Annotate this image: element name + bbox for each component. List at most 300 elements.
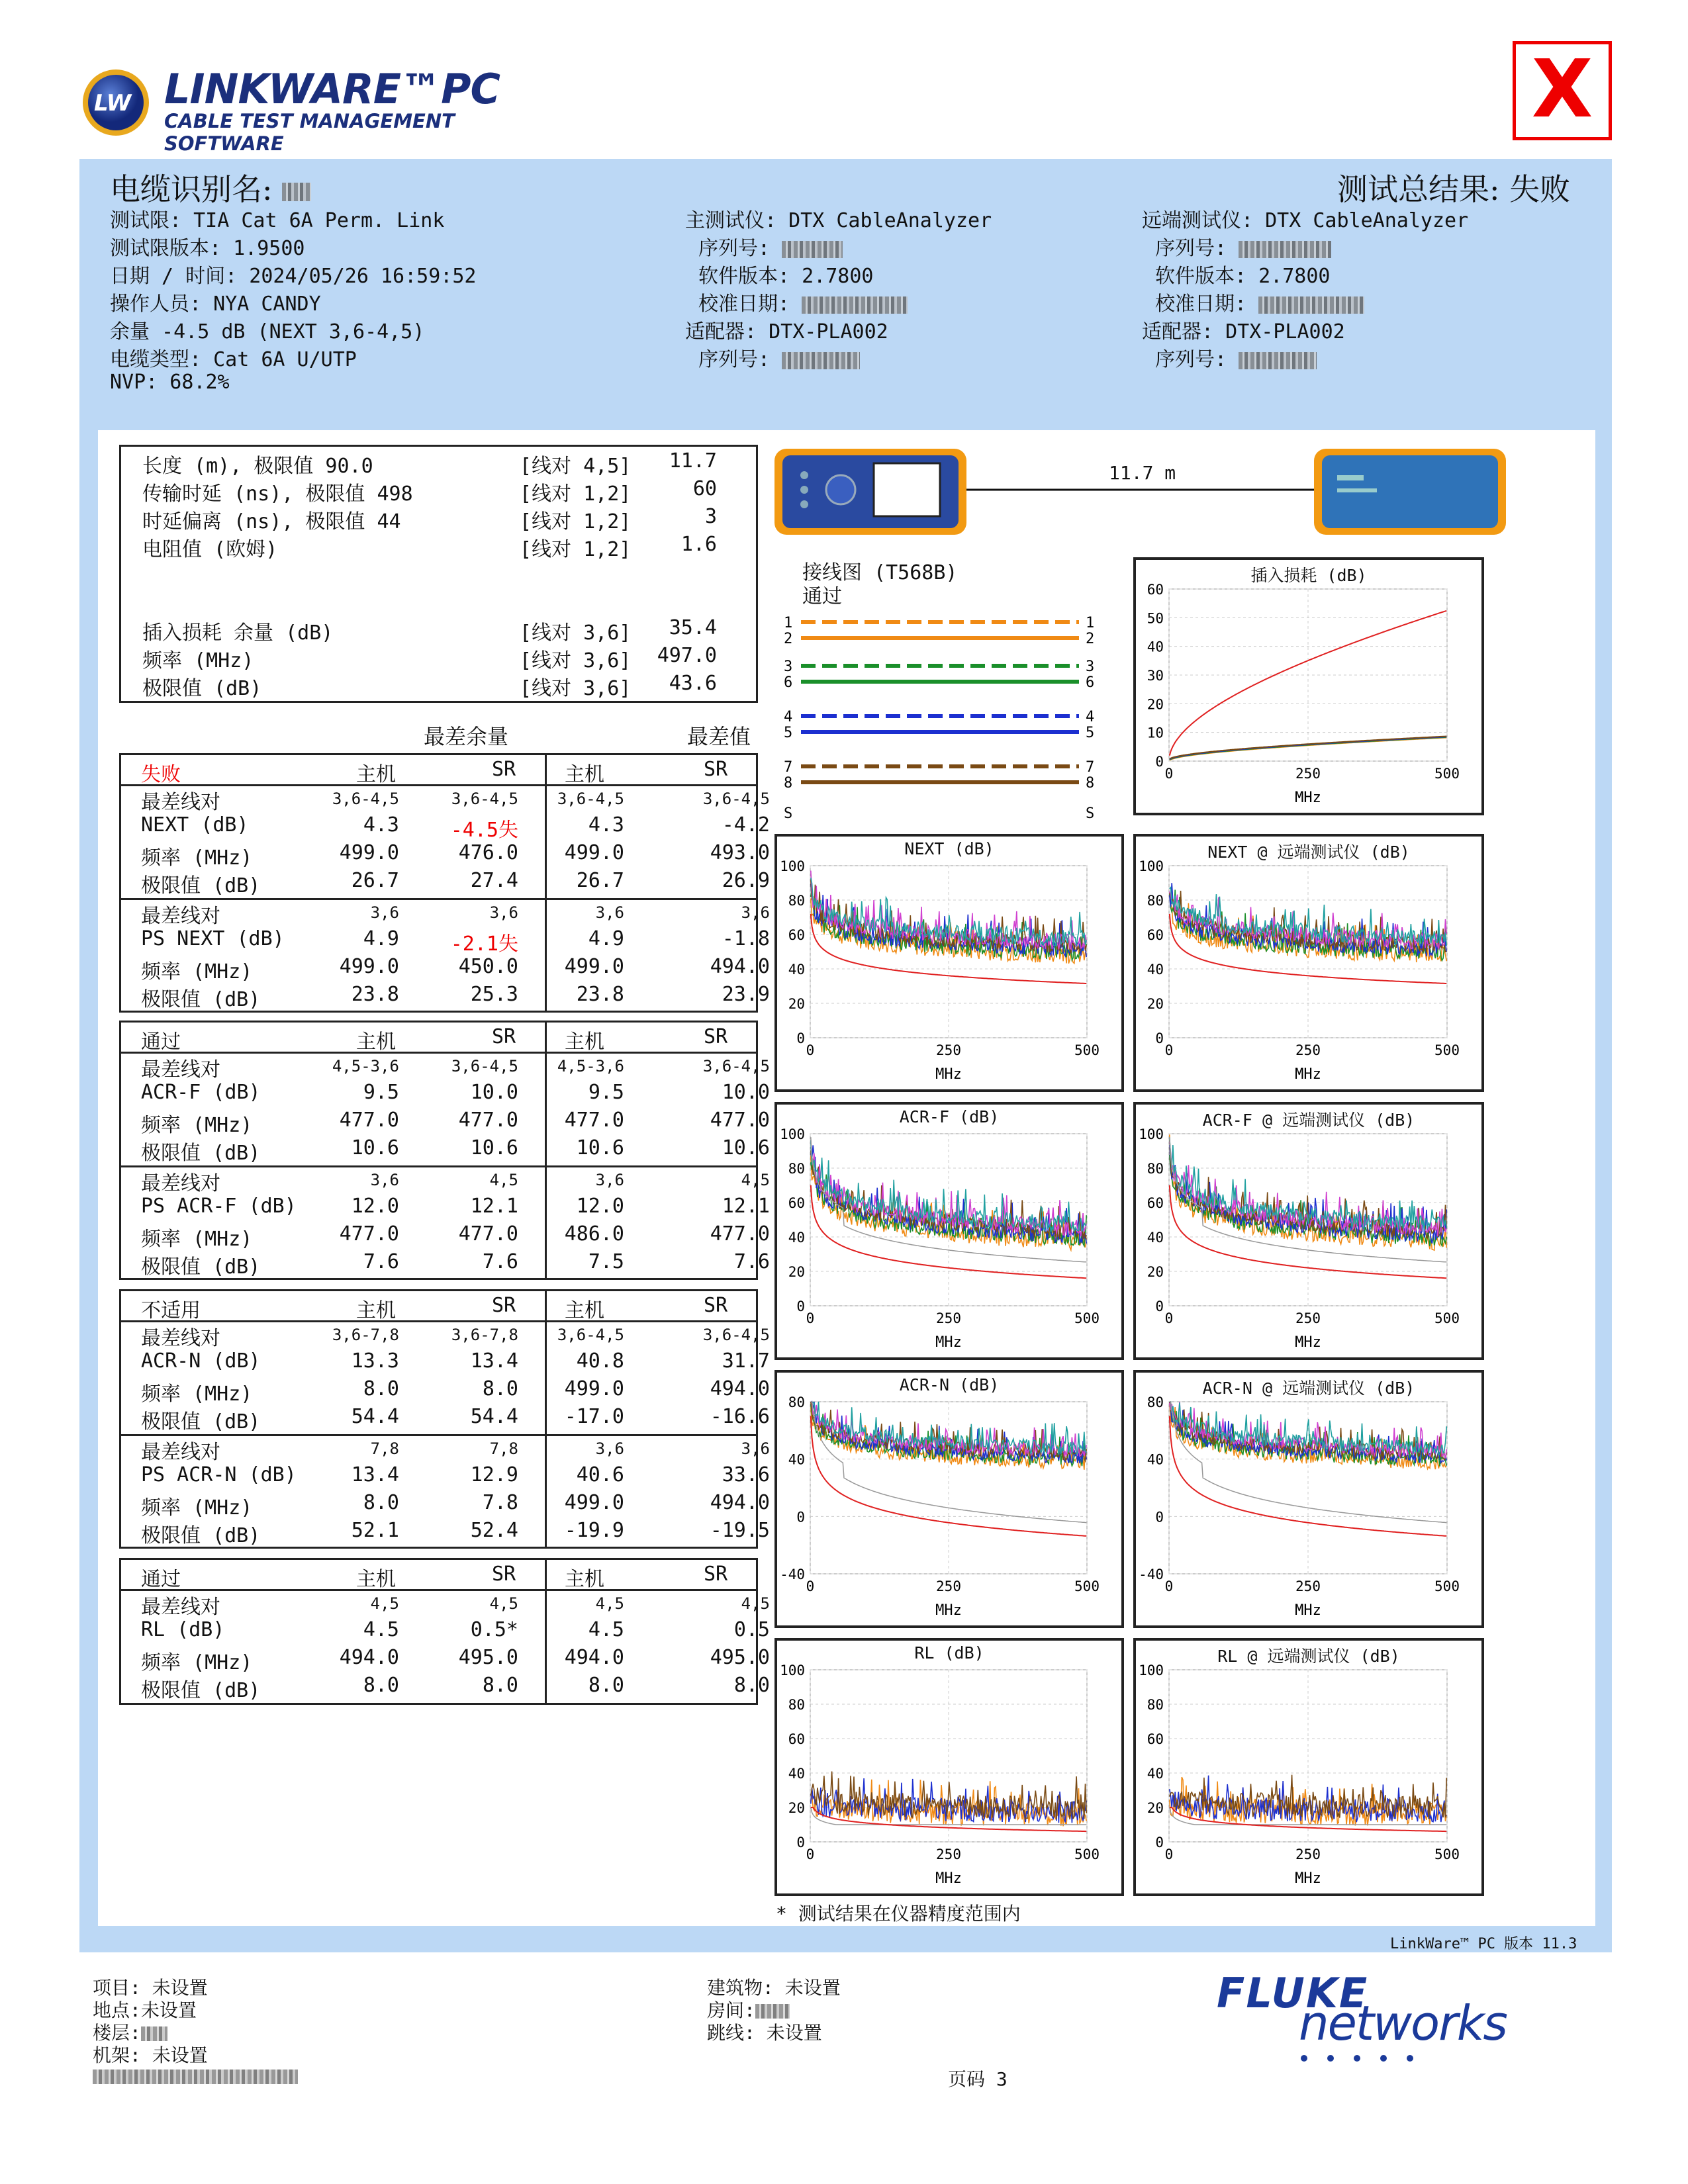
- y-tick-label: 60: [1147, 1195, 1164, 1211]
- chart-title: NEXT @ 远端测试仪 (dB): [1207, 842, 1410, 862]
- main-value: 499.0: [564, 841, 624, 864]
- row-label: 最差线对: [141, 1172, 220, 1195]
- main-value: 8.0: [363, 1377, 399, 1400]
- head-main: 主机: [565, 1030, 604, 1054]
- sr-value: 13.4: [470, 1349, 518, 1373]
- x-tick-label: 500: [1074, 1846, 1100, 1862]
- sr-value: 495.0: [458, 1646, 518, 1669]
- sr-value: 493.0: [710, 841, 770, 864]
- pin-label: 5: [1086, 725, 1095, 741]
- y-tick-label: 80: [1147, 1697, 1164, 1713]
- main-software: 软件版本: 2.7800: [698, 265, 874, 288]
- chart-plot: [1136, 1105, 1481, 1357]
- row-label: RL (dB): [141, 1618, 225, 1641]
- main-adapter: 适配器: DTX-PLA002: [685, 320, 888, 343]
- chart-title: RL @ 远端测试仪 (dB): [1217, 1647, 1400, 1666]
- x-tick-label: 0: [806, 1846, 815, 1862]
- y-tick-label: 40: [788, 1766, 805, 1782]
- sr-value: 4,5: [741, 1171, 770, 1189]
- summary-il-limit-pair: [线对 3,6]: [520, 677, 632, 700]
- y-tick-label: 20: [788, 1800, 805, 1816]
- row-label: 极限值 (dB): [141, 1524, 261, 1547]
- summary-delay-value: 60: [692, 477, 717, 500]
- y-tick-label: 40: [1147, 962, 1164, 978]
- sr-value: 4,5: [489, 1171, 518, 1189]
- x-axis-label: MHz: [1295, 1602, 1321, 1619]
- x-tick-label: 0: [806, 1310, 815, 1326]
- group-status: 不适用: [141, 1299, 201, 1322]
- shield-label: S: [784, 805, 793, 821]
- summary-resistance-pair: [线对 1,2]: [520, 538, 632, 561]
- chart-il: [1133, 557, 1484, 815]
- sr-value: 10.0: [470, 1081, 518, 1104]
- y-tick-label: -40: [780, 1567, 805, 1582]
- summary-skew-value: 3: [704, 505, 717, 528]
- y-tick-label: 40: [1147, 1451, 1164, 1468]
- main-value: 12.0: [576, 1195, 624, 1218]
- row-label: 极限值 (dB): [141, 988, 261, 1011]
- sr-value: 4,5: [741, 1594, 770, 1613]
- logo-subtitle: CABLE TEST MANAGEMENT SOFTWARE: [164, 110, 455, 155]
- y-tick-label: 20: [1147, 1800, 1164, 1816]
- sr-value: 477.0: [458, 1222, 518, 1246]
- row-label: 最差线对: [141, 1058, 220, 1081]
- x-tick-label: 500: [1434, 1578, 1460, 1594]
- head-main: 主机: [356, 1568, 396, 1591]
- sr-value: 12.1: [470, 1195, 518, 1218]
- summary-box: [119, 445, 758, 703]
- wiremap: [774, 556, 1105, 821]
- summary-skew-label: 时延偏离 (ns), 极限值 44: [142, 510, 401, 533]
- nvp: NVP: 68.2%: [110, 371, 230, 394]
- sr-value: 8.0: [482, 1674, 518, 1697]
- y-tick-label: 100: [1139, 1662, 1164, 1678]
- sr-value: 3,6-4,5: [451, 790, 518, 808]
- sr-value: 3,6: [489, 903, 518, 922]
- pin-label: 4: [1086, 709, 1095, 725]
- main-value: 477.0: [339, 1222, 399, 1246]
- x-tick-label: 250: [1295, 1310, 1321, 1326]
- main-value: 3,6-4,5: [557, 1326, 624, 1344]
- x-tick-label: 500: [1074, 1578, 1100, 1594]
- sr-value: 12.1: [722, 1195, 770, 1218]
- y-tick-label: 0: [796, 1298, 805, 1314]
- chart-plot: [1136, 560, 1481, 813]
- footer-location: 地点:未设置: [93, 1999, 197, 2021]
- footnote: * 测试结果在仪器精度范围内: [776, 1903, 1021, 1925]
- x-axis-label: MHz: [1295, 1066, 1321, 1083]
- main-value: -17.0: [564, 1405, 624, 1428]
- margin: 余量 -4.5 dB (NEXT 3,6-4,5): [110, 320, 425, 343]
- chart-plot: [777, 1641, 1121, 1893]
- x-tick-label: 250: [936, 1042, 961, 1058]
- wiremap-title: 接线图 (T568B): [802, 561, 958, 584]
- pin-label: 8: [1086, 775, 1095, 792]
- group-status: 通过: [141, 1568, 181, 1591]
- pin-label: 3: [1086, 659, 1095, 675]
- sr-value: 494.0: [710, 1491, 770, 1514]
- summary-il-label: 插入损耗 余量 (dB): [142, 621, 334, 645]
- chart-title: NEXT (dB): [904, 839, 994, 858]
- sr-value: -19.5: [710, 1519, 770, 1542]
- chart-acrn: [774, 1370, 1124, 1628]
- main-value: 3,6-7,8: [332, 1326, 399, 1344]
- summary-resistance-label: 电阻值 (欧姆): [142, 538, 278, 561]
- pin-label: 2: [784, 631, 793, 647]
- chart-title: RL (dB): [914, 1643, 984, 1662]
- x-tick-label: 0: [806, 1042, 815, 1058]
- remote-serial: 序列号:: [1155, 232, 1331, 261]
- sr-value: -4.5失: [450, 819, 518, 842]
- y-tick-label: 80: [1147, 893, 1164, 909]
- main-value: 3,6-4,5: [557, 790, 624, 808]
- logo-badge-text: LW: [94, 90, 132, 116]
- chart-acrf_r: [1133, 1102, 1484, 1360]
- x-tick-label: 500: [1074, 1042, 1100, 1058]
- head-sr: SR: [704, 1563, 728, 1586]
- result-group: [119, 1558, 770, 1705]
- row-label: 最差线对: [141, 1441, 220, 1464]
- result-group: [119, 1289, 770, 1549]
- sr-value: 4,5: [489, 1594, 518, 1613]
- sr-value: 54.4: [470, 1405, 518, 1428]
- y-tick-label: 40: [788, 1451, 805, 1468]
- chart-next: [774, 834, 1124, 1092]
- row-label: ACR-N (dB): [141, 1349, 261, 1373]
- sr-value: 494.0: [710, 1377, 770, 1400]
- main-value: 10.6: [576, 1136, 624, 1160]
- sr-value: 494.0: [710, 955, 770, 978]
- x-tick-label: 500: [1434, 766, 1460, 782]
- main-cal-date: 校准日期:: [698, 287, 908, 316]
- sr-value: 8.0: [733, 1674, 770, 1697]
- summary-il-freq-pair: [线对 3,6]: [520, 649, 632, 672]
- pin-label: 7: [784, 759, 793, 776]
- main-value: 494.0: [339, 1646, 399, 1669]
- y-tick-label: 60: [1147, 582, 1164, 598]
- result-group: [119, 753, 770, 1013]
- sr-value: 3,6-4,5: [451, 1057, 518, 1075]
- main-value: 13.3: [351, 1349, 399, 1373]
- sr-value: 27.4: [470, 869, 518, 892]
- main-value: 4.9: [588, 927, 624, 950]
- x-axis-label: MHz: [935, 1066, 962, 1083]
- main-serial: 序列号:: [698, 232, 843, 261]
- sr-value: 3,6-4,5: [702, 1326, 770, 1344]
- x-tick-label: 0: [806, 1578, 815, 1594]
- y-tick-label: 80: [788, 1697, 805, 1713]
- sr-value: 7.6: [733, 1250, 770, 1273]
- sr-value: 12.9: [470, 1463, 518, 1486]
- sr-value: 495.0: [710, 1646, 770, 1669]
- main-value: 54.4: [351, 1405, 399, 1428]
- y-tick-label: 80: [1147, 1394, 1164, 1410]
- main-unit: 主测试仪: DTX CableAnalyzer: [685, 209, 992, 232]
- head-sr: SR: [704, 1025, 728, 1048]
- x-tick-label: 250: [936, 1846, 961, 1862]
- y-tick-label: 80: [1147, 1161, 1164, 1177]
- main-value: 4,5-3,6: [332, 1057, 399, 1075]
- y-tick-label: 60: [1147, 927, 1164, 943]
- summary-il-pair: [线对 3,6]: [520, 621, 632, 645]
- remote-adapter: 适配器: DTX-PLA002: [1142, 320, 1345, 343]
- sr-value: 3,6: [741, 903, 770, 922]
- worst-margin-heading: 最差余量: [424, 724, 509, 749]
- link-length-label: 11.7 m: [1109, 462, 1176, 484]
- limit-version: 测试限版本: 1.9500: [110, 237, 305, 260]
- y-tick-label: 40: [788, 1230, 805, 1246]
- shield-label: S: [1086, 805, 1095, 821]
- chart-rl: [774, 1638, 1124, 1896]
- linkware-logo: [79, 65, 556, 155]
- fluke-logo-text: FLUKE: [1217, 1969, 1369, 2017]
- networks-logo-dots: [1297, 2052, 1430, 2065]
- main-value: 477.0: [339, 1109, 399, 1132]
- sr-value: 477.0: [710, 1109, 770, 1132]
- main-value: 477.0: [564, 1109, 624, 1132]
- x-tick-label: 0: [1164, 1578, 1174, 1594]
- y-tick-label: 50: [1147, 610, 1164, 627]
- y-tick-label: 0: [796, 1030, 805, 1046]
- sr-value: 0.5: [733, 1618, 770, 1641]
- x-tick-label: 500: [1074, 1310, 1100, 1326]
- y-tick-label: 10: [1147, 725, 1164, 741]
- y-tick-label: -40: [1139, 1567, 1164, 1582]
- row-label: PS NEXT (dB): [141, 927, 285, 950]
- pin-label: 8: [784, 775, 793, 792]
- row-label: 频率 (MHz): [141, 1651, 253, 1674]
- y-tick-label: 0: [1155, 754, 1164, 770]
- main-value: 4.5: [363, 1618, 399, 1641]
- chart-title: ACR-F @ 远端测试仪 (dB): [1202, 1111, 1415, 1130]
- sr-value: -4.2: [722, 813, 770, 837]
- row-label: 最差线对: [141, 1596, 220, 1619]
- y-tick-label: 0: [796, 1509, 805, 1525]
- y-tick-label: 20: [788, 1264, 805, 1280]
- wiremap-result: 通过: [802, 585, 842, 608]
- main-value: 40.6: [576, 1463, 624, 1486]
- x-tick-label: 250: [936, 1310, 961, 1326]
- cable-id-redacted: [282, 183, 311, 201]
- overall-fail-mark: X: [1513, 41, 1612, 140]
- chart-title: ACR-N @ 远端测试仪 (dB): [1202, 1379, 1415, 1398]
- head-main: 主机: [356, 1030, 396, 1054]
- logo-title: LINKWARE™PC: [164, 65, 500, 113]
- test-info: [79, 159, 1612, 424]
- row-label: NEXT (dB): [141, 813, 249, 837]
- head-sr: SR: [492, 1563, 516, 1586]
- sr-value: 10.6: [470, 1136, 518, 1160]
- summary-delay-label: 传输时延 (ns), 极限值 498: [142, 482, 413, 506]
- footer-floor: 楼层:: [93, 2019, 167, 2045]
- sr-value: 31.7: [722, 1349, 770, 1373]
- chart-acrn_r: [1133, 1370, 1484, 1628]
- main-value: 494.0: [564, 1646, 624, 1669]
- row-label: 最差线对: [141, 905, 220, 928]
- summary-delay-pair: [线对 1,2]: [520, 482, 632, 506]
- y-tick-label: 80: [788, 893, 805, 909]
- sr-value: 10.6: [722, 1136, 770, 1160]
- main-value: 8.0: [363, 1491, 399, 1514]
- group-status: 通过: [141, 1030, 181, 1054]
- sr-value: 0.5*: [470, 1618, 518, 1641]
- summary-length-value: 11.7: [669, 449, 717, 473]
- main-value: 3,6: [370, 1171, 399, 1189]
- main-value: 4.3: [588, 813, 624, 837]
- summary-il-freq-value: 497.0: [657, 644, 717, 667]
- y-tick-label: 100: [780, 858, 805, 874]
- page-number: 页码 3: [948, 2068, 1008, 2090]
- row-label: 最差线对: [141, 1327, 220, 1350]
- footer-jumper: 跳线: 未设置: [707, 2022, 822, 2044]
- pin-label: 1: [1086, 615, 1095, 631]
- main-value: 3,6: [595, 1439, 624, 1458]
- pin-label: 1: [784, 615, 793, 631]
- sr-value: 477.0: [458, 1109, 518, 1132]
- main-value: 499.0: [564, 955, 624, 978]
- main-value: 3,6: [370, 903, 399, 922]
- head-main: 主机: [565, 763, 604, 786]
- cable-type: 电缆类型: Cat 6A U/UTP: [110, 348, 357, 371]
- footer-rack: 机架: 未设置: [93, 2044, 208, 2066]
- main-value: 7.5: [588, 1250, 624, 1273]
- row-label: 极限值 (dB): [141, 1679, 261, 1702]
- y-tick-label: 100: [1139, 858, 1164, 874]
- sr-value: 8.0: [482, 1377, 518, 1400]
- x-tick-label: 0: [1164, 1846, 1174, 1862]
- y-tick-label: 20: [788, 996, 805, 1012]
- sr-value: 23.9: [722, 983, 770, 1006]
- row-label: 极限值 (dB): [141, 1142, 261, 1165]
- chart-title: ACR-F (dB): [899, 1107, 1000, 1126]
- main-value: 9.5: [363, 1081, 399, 1104]
- main-value: 9.5: [588, 1081, 624, 1104]
- main-value: 23.8: [576, 983, 624, 1006]
- x-axis-label: MHz: [935, 1602, 962, 1619]
- y-tick-label: 60: [788, 1195, 805, 1211]
- row-label: 频率 (MHz): [141, 1228, 253, 1251]
- remote-software: 软件版本: 2.7800: [1155, 265, 1331, 288]
- y-tick-label: 60: [1147, 1731, 1164, 1747]
- y-tick-label: 100: [780, 1662, 805, 1678]
- x-axis-label: MHz: [1295, 1334, 1321, 1351]
- x-axis-label: MHz: [935, 1870, 962, 1887]
- row-label: 极限值 (dB): [141, 874, 261, 897]
- x-tick-label: 500: [1434, 1846, 1460, 1862]
- sr-value: 7.8: [482, 1491, 518, 1514]
- main-value: 52.1: [351, 1519, 399, 1542]
- sr-value: -16.6: [710, 1405, 770, 1428]
- group-status: 失败: [141, 763, 181, 786]
- chart-acrf: [774, 1102, 1124, 1360]
- main-value: 26.7: [351, 869, 399, 892]
- chart-title: ACR-N (dB): [899, 1375, 1000, 1394]
- main-value: 3,6: [595, 903, 624, 922]
- y-tick-label: 100: [780, 1126, 805, 1142]
- pin-label: 6: [784, 674, 793, 691]
- sr-value: 450.0: [458, 955, 518, 978]
- link-diagram: [774, 449, 1509, 541]
- wiremap-diagram: [774, 556, 1105, 821]
- x-axis-label: MHz: [1295, 790, 1321, 806]
- pin-label: 2: [1086, 631, 1095, 647]
- y-tick-label: 40: [1147, 1766, 1164, 1782]
- footer-redacted-line: [93, 2065, 298, 2087]
- y-tick-label: 0: [796, 1835, 805, 1850]
- chart-plot: [1136, 837, 1481, 1089]
- pin-label: 3: [784, 659, 793, 675]
- x-tick-label: 250: [1295, 1846, 1321, 1862]
- x-tick-label: 0: [1164, 766, 1174, 782]
- main-value: 10.6: [351, 1136, 399, 1160]
- y-tick-label: 60: [788, 927, 805, 943]
- y-tick-label: 30: [1147, 668, 1164, 684]
- sr-value: 33.6: [722, 1463, 770, 1486]
- date-time: 日期 / 时间: 2024/05/26 16:59:52: [110, 265, 477, 288]
- chart-plot: [777, 837, 1121, 1089]
- head-main: 主机: [356, 763, 396, 786]
- footer-room: 房间:: [707, 1996, 790, 2023]
- remote-cal-date: 校准日期:: [1155, 287, 1364, 316]
- sr-value: 3,6-7,8: [451, 1326, 518, 1344]
- main-value: 4.9: [363, 927, 399, 950]
- main-value: 12.0: [351, 1195, 399, 1218]
- x-tick-label: 250: [1295, 766, 1321, 782]
- remote-unit: 远端测试仪: DTX CableAnalyzer: [1142, 209, 1469, 232]
- row-label: 频率 (MHz): [141, 960, 253, 983]
- head-sr: SR: [704, 1294, 728, 1317]
- row-label: ACR-F (dB): [141, 1081, 261, 1104]
- summary-il-limit-value: 43.6: [669, 672, 717, 695]
- pin-label: 5: [784, 725, 793, 741]
- chart-title: 插入损耗 (dB): [1250, 566, 1367, 585]
- main-value: 3,6-4,5: [332, 790, 399, 808]
- y-tick-label: 40: [1147, 639, 1164, 655]
- pin-label: 7: [1086, 759, 1095, 776]
- y-tick-label: 60: [788, 1731, 805, 1747]
- main-value: 8.0: [588, 1674, 624, 1697]
- sr-value: 3,6-4,5: [702, 1057, 770, 1075]
- y-tick-label: 20: [1147, 696, 1164, 713]
- summary-il-limit-label: 极限值 (dB): [142, 677, 262, 700]
- test-limit: 测试限: TIA Cat 6A Perm. Link: [110, 209, 445, 232]
- x-tick-label: 250: [1295, 1578, 1321, 1594]
- head-sr: SR: [704, 758, 728, 781]
- main-value: -19.9: [564, 1519, 624, 1542]
- sr-value: 476.0: [458, 841, 518, 864]
- y-tick-label: 40: [788, 962, 805, 978]
- head-main: 主机: [565, 1299, 604, 1322]
- remote-adapter-serial: 序列号:: [1155, 343, 1317, 372]
- summary-length-pair: [线对 4,5]: [520, 455, 632, 478]
- main-value: 499.0: [564, 1491, 624, 1514]
- summary-skew-pair: [线对 1,2]: [520, 510, 632, 533]
- main-value: 7.6: [363, 1250, 399, 1273]
- y-tick-label: 40: [1147, 1230, 1164, 1246]
- main-value: 4,5: [370, 1594, 399, 1613]
- main-value: 4,5: [595, 1594, 624, 1613]
- x-axis-label: MHz: [1295, 1870, 1321, 1887]
- main-value: 499.0: [339, 955, 399, 978]
- head-sr: SR: [492, 1025, 516, 1048]
- worst-value-heading: 最差值: [687, 724, 751, 749]
- y-tick-label: 80: [788, 1394, 805, 1410]
- sr-value: 7.6: [482, 1250, 518, 1273]
- y-tick-label: 100: [1139, 1126, 1164, 1142]
- row-label: 频率 (MHz): [141, 1496, 253, 1520]
- main-value: 40.8: [576, 1349, 624, 1373]
- y-tick-label: 0: [1155, 1835, 1164, 1850]
